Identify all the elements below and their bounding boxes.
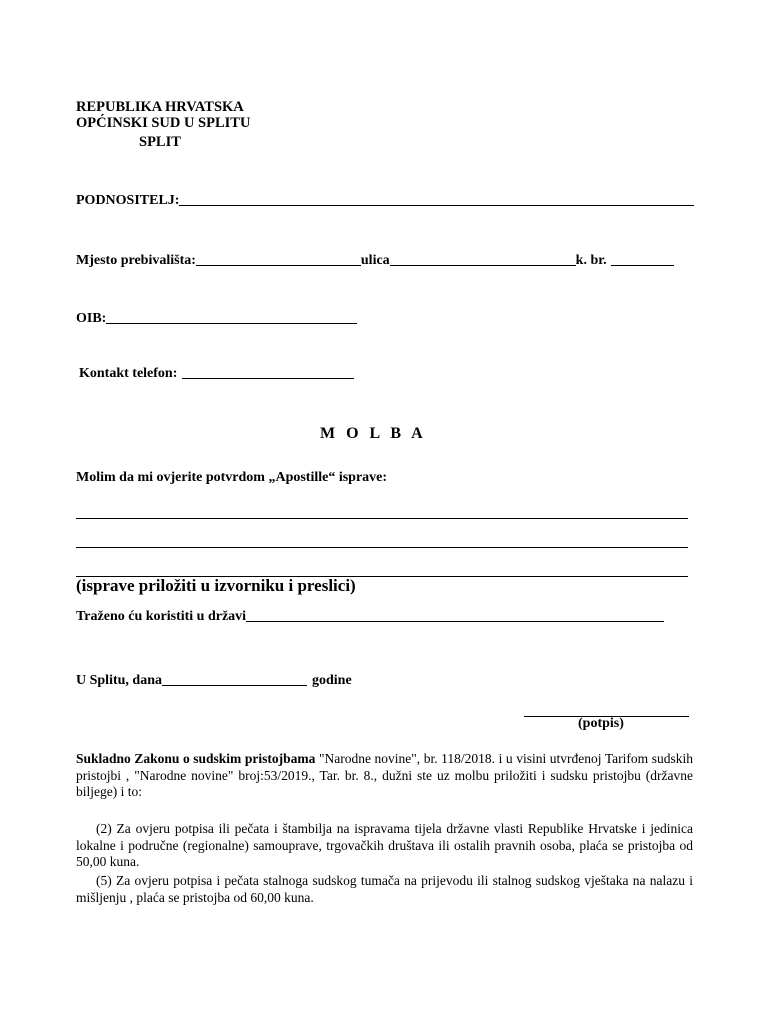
phone-label: Kontakt telefon:: [79, 366, 178, 381]
phone-blank[interactable]: [182, 366, 354, 379]
legal-paragraph: [76, 751, 693, 801]
applicant-field: [76, 193, 694, 209]
request-text: Molim da mi ovjerite potvrdom „Apostille“ isprave:: [76, 470, 388, 485]
documents-line-2[interactable]: [76, 547, 688, 548]
documents-note: (isprave priložiti u izvorniku i preslici): [76, 576, 356, 595]
residence-field: [76, 253, 674, 269]
documents-line-1[interactable]: [76, 518, 688, 519]
fee-item-2: (2) Za ovjeru potpisa ili pečata i štambilja na ispravama tijela državne vlasti Republike Hrvatske i jedinica lokalne i područne (regionalne) samouprave, trgovačkih društava ili ostalih pravnih osoba, plaća se pristojba od 50,00 kuna.: [76, 821, 693, 869]
signature-label: (potpis): [578, 716, 624, 731]
document-title: M O L B A: [320, 425, 424, 442]
applicant-blank[interactable]: [179, 193, 694, 206]
applicant-label: PODNOSITELJ:: [76, 193, 180, 208]
phone-field: [79, 366, 354, 382]
country-label: Traženo ću koristiti u državi: [76, 609, 247, 624]
date-field: [76, 673, 352, 689]
date-blank[interactable]: [162, 673, 307, 686]
street-label: ulica: [360, 253, 390, 268]
date-suffix: godine: [311, 673, 352, 688]
legal-law-reference: Sukladno Zakonu o sudskim pristojbama: [76, 751, 316, 766]
oib-blank[interactable]: [106, 311, 357, 324]
house-number-label: k. br.: [575, 253, 607, 268]
country-field: [76, 609, 664, 625]
court-name-line2: OPĆINSKI SUD U SPLITU: [76, 115, 251, 131]
legal-body: "Narodne novine", br. 118/2018. i u visini utvrđenoj Tarifom sudskih pristojbi , "Narodne novine" broj:53/2019., Tar. br. 8., dužni ste uz molbu priložiti i sudsku pristojbu (državne biljege) i to:: [76, 751, 693, 799]
country-blank[interactable]: [246, 609, 664, 622]
oib-label: OIB:: [76, 311, 107, 326]
oib-field: [76, 311, 357, 327]
date-prefix: U Splitu, dana: [76, 673, 162, 688]
house-number-blank[interactable]: [611, 253, 674, 266]
residence-blank[interactable]: [196, 253, 361, 266]
court-name-line1: REPUBLIKA HRVATSKA: [76, 99, 244, 115]
street-blank[interactable]: [390, 253, 576, 266]
residence-label: Mjesto prebivališta:: [76, 253, 196, 268]
court-city: SPLIT: [139, 134, 181, 150]
fee-item-5: (5) Za ovjeru potpisa i pečata stalnoga sudskog tumača na prijevodu ili stalnog sudskog vještaka na nalazu i mišljenju , plaća se pristojba od 60,00 kuna.: [76, 873, 693, 905]
